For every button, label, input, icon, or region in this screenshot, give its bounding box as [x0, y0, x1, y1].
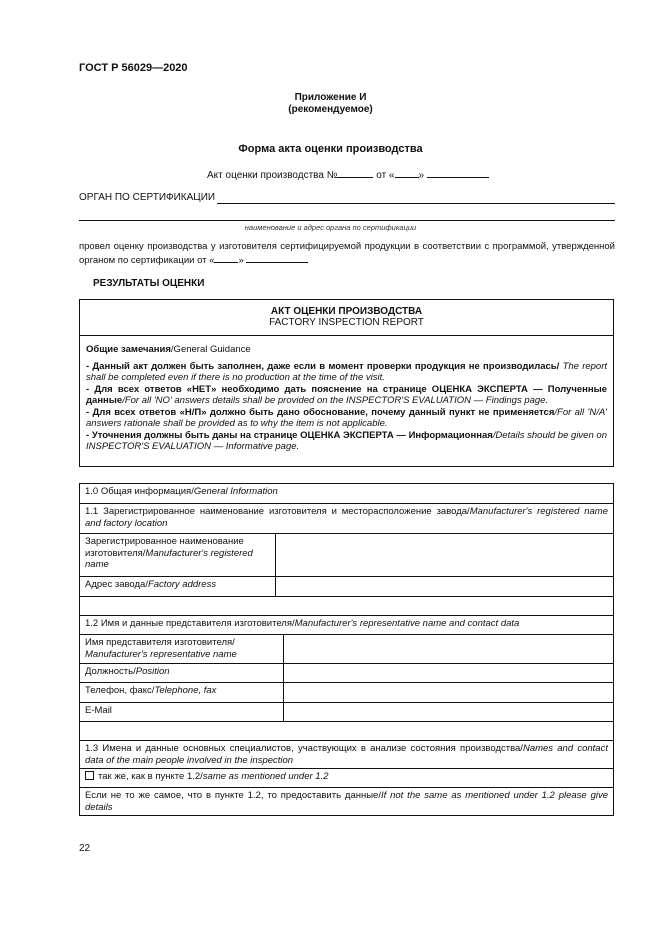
report-box	[79, 299, 614, 467]
section-1-2-en: Manufacturer's representative name and contact data	[294, 618, 520, 629]
position-en: Position	[135, 666, 170, 677]
general-guidance-heading	[86, 344, 607, 356]
phone-label	[80, 683, 284, 703]
report-box-title	[80, 306, 613, 328]
guidance-item-en: /For all 'NO' answers details shall be provided on the INSPECTOR'S EVALUATION — Findings page.	[122, 395, 549, 406]
same-as-1-2-option	[80, 769, 614, 788]
section-1-3-ru: 1.3 Имена и данные основных специалистов, участвующих в анализе состояния производства/	[85, 743, 523, 754]
not-same-ru: Если не то же самое, что в пункте 1.2, то предоставить данные/	[85, 790, 381, 801]
factory-address-label	[80, 577, 276, 597]
table-row	[80, 504, 614, 534]
act-close-quote: »	[418, 170, 425, 181]
guidance-item-ru: - Данный акт должен быть заполнен, даже если в момент проверки продукция не производилась/	[86, 360, 560, 372]
report-box-divider	[80, 335, 613, 336]
intro-month-blank[interactable]	[246, 253, 308, 263]
section-1-2-ru: 1.2 Имя и данные представителя изготовителя/	[85, 618, 295, 629]
section-1-0-heading	[80, 484, 614, 504]
registered-name-ru: Зарегистрированное наименование изготовителя/	[85, 536, 244, 559]
same-as-en: same as mentioned under 1.2	[202, 771, 329, 782]
act-day-blank[interactable]	[395, 168, 419, 178]
intro-paragraph	[79, 240, 615, 267]
intro-text: провел оценку производства у изготовителя сертифицируемой продукции в соответствии с программой, утвержденной органом по сертификации от «	[79, 241, 615, 266]
position-value[interactable]	[284, 664, 614, 683]
phone-value[interactable]	[284, 683, 614, 703]
table-row	[80, 534, 614, 577]
standard-designation: ГОСТ Р 56029—2020	[79, 62, 188, 74]
table-row	[80, 484, 614, 504]
empty-row[interactable]	[80, 722, 614, 741]
table-row	[80, 703, 614, 722]
table-row	[80, 597, 614, 616]
representative-name-en: Manufacturer's representative name	[85, 648, 237, 660]
table-row	[80, 722, 614, 741]
table-row	[80, 741, 614, 769]
representative-name-label	[80, 635, 284, 664]
factory-address-ru: Адрес завода/	[85, 579, 148, 590]
page-number: 22	[79, 843, 91, 854]
guidance-item-ru: - Для всех ответов «НЕТ» необходимо дать пояснение на странице ОЦЕНКА ЭКСПЕРТА — Полученные данные	[86, 383, 607, 406]
same-as-ru: так же, как в пункте 1.2/	[98, 771, 203, 782]
position-label	[80, 664, 284, 683]
representative-name-ru: Имя представителя изготовителя/	[85, 637, 235, 648]
certification-body-caption: наименование и адрес органа по сертификации	[244, 223, 417, 232]
report-title-en: FACTORY INSPECTION REPORT	[269, 317, 424, 328]
section-1-1-en: Manufacturer's registered name and factory location	[85, 506, 608, 529]
registered-name-label	[80, 534, 276, 577]
results-heading: РЕЗУЛЬТАТЫ ОЦЕНКИ	[93, 278, 205, 289]
section-1-0-ru: 1.0 Общая информация/	[85, 486, 194, 497]
position-ru: Должность/	[85, 666, 136, 677]
registered-name-value[interactable]	[276, 534, 614, 577]
table-row	[80, 664, 614, 683]
guidance-item	[86, 361, 607, 384]
certification-body-label: ОРГАН ПО СЕРТИФИКАЦИИ	[79, 192, 216, 203]
table-row	[80, 577, 614, 597]
table-row	[80, 769, 614, 788]
guidance-item	[86, 430, 607, 453]
section-1-1-heading	[80, 504, 614, 534]
certification-body-line-2[interactable]	[79, 220, 615, 221]
act-number-line	[207, 168, 489, 181]
section-1-3-heading	[80, 741, 614, 769]
table-row	[80, 635, 614, 664]
act-month-blank[interactable]	[427, 168, 489, 178]
intro-close-quote: »	[238, 255, 244, 266]
table-row	[80, 616, 614, 635]
guidance-item-ru: - Для всех ответов «Н/П» должно быть дано обоснование, почему данный пункт не применяется	[86, 406, 555, 418]
intro-day-blank[interactable]	[214, 253, 238, 263]
representative-name-value[interactable]	[284, 635, 614, 664]
factory-address-en: Factory address	[147, 579, 217, 590]
section-1-0-en: General Information	[193, 486, 278, 497]
annex-subtitle: (рекомендуемое)	[288, 104, 373, 115]
general-guidance-ru: Общие замечания	[86, 344, 171, 355]
act-number-label: Акт оценки производства №	[207, 170, 338, 181]
email-label: E-Mail	[80, 703, 284, 722]
factory-address-value[interactable]	[276, 577, 614, 597]
report-box-guidance	[86, 344, 607, 453]
not-same-instruction	[80, 788, 614, 816]
not-same-en: If not the same as mentioned under 1.2 please give details	[85, 790, 608, 813]
section-1-2-heading	[80, 616, 614, 635]
guidance-item-en: /Details should be given on INSPECTOR'S EVALUATION — Informative page.	[86, 429, 607, 452]
guidance-item	[86, 384, 607, 407]
section-1-1-ru: 1.1 Зарегистрированное наименование изготовителя и месторасположение завода/	[85, 506, 470, 517]
empty-row[interactable]	[80, 597, 614, 616]
act-number-blank[interactable]	[337, 168, 373, 178]
report-title-ru: АКТ ОЦЕНКИ ПРОИЗВОДСТВА	[270, 306, 423, 317]
general-guidance-en: /General Guidance	[170, 344, 251, 355]
guidance-item	[86, 407, 607, 430]
guidance-item-en: The report shall be completed even if there is no production at the time of the visit.	[86, 360, 608, 383]
email-value[interactable]	[284, 703, 614, 722]
phone-en: Telephone, fax	[154, 685, 217, 696]
guidance-item-en: /For all 'N/A' answers rationale shall be provided as to why the item is not applicable.	[86, 406, 607, 429]
section-1-3-en: Names and contact data of the main people involved in the inspection	[85, 743, 608, 766]
annex-title: Приложение И	[294, 92, 367, 103]
table-row	[80, 788, 614, 816]
act-date-label: от «	[376, 170, 395, 181]
certification-body-line[interactable]	[217, 203, 615, 204]
phone-ru: Телефон, факс/	[85, 685, 155, 696]
checkbox[interactable]	[85, 771, 94, 780]
form-title: Форма акта оценки производства	[238, 143, 423, 155]
guidance-item-ru: - Уточнения должны быть даны на странице ОЦЕНКА ЭКСПЕРТА — Информационная	[86, 429, 493, 441]
general-information-table	[79, 483, 614, 816]
registered-name-en: Manufacturer's registered name	[85, 547, 253, 570]
table-row	[80, 683, 614, 703]
